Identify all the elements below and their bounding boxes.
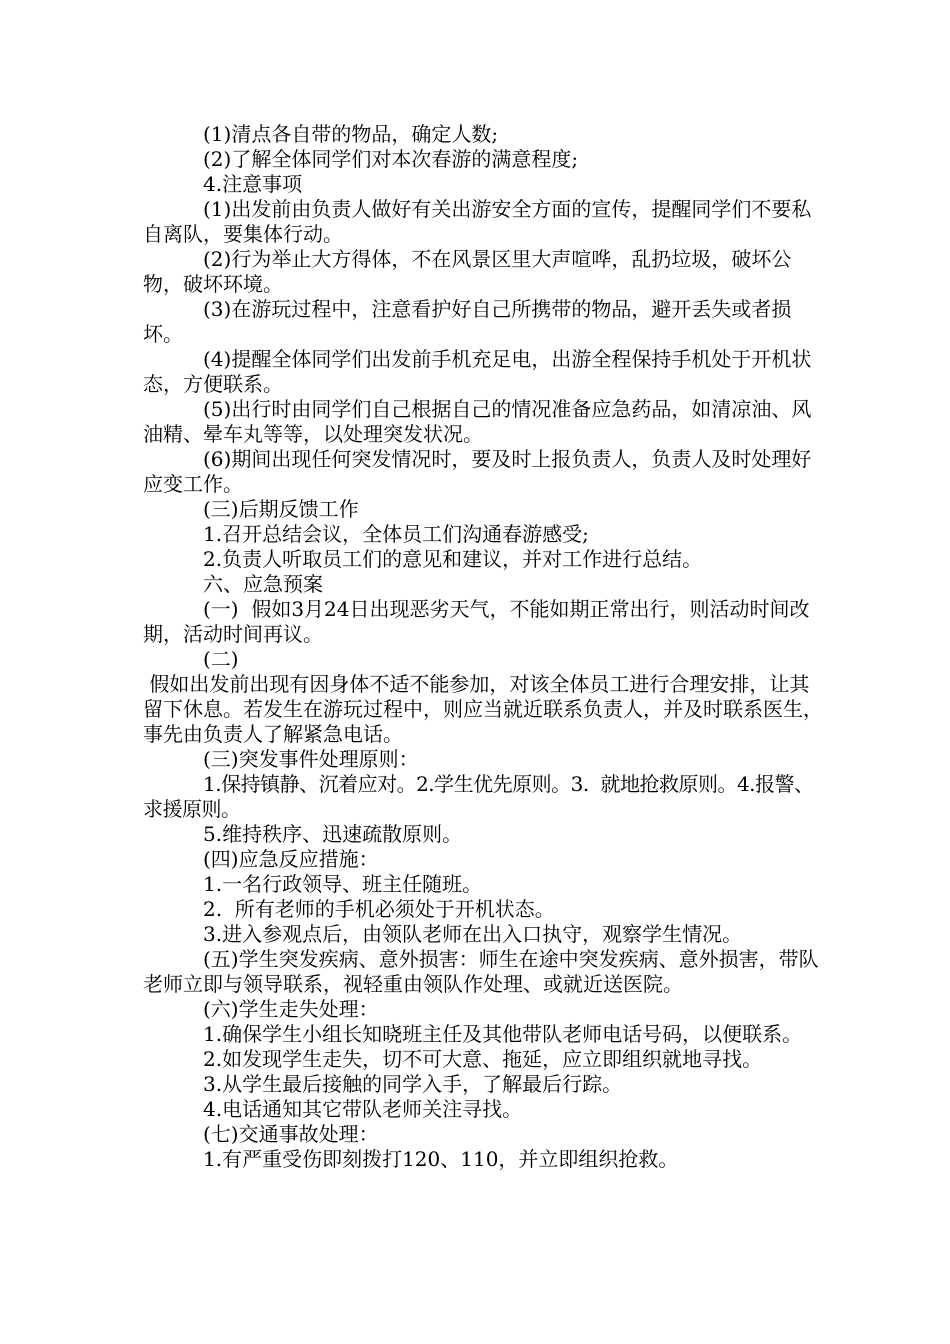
paragraph: (3)在游玩过程中，注意看护好自己所携带的物品，避开丢失或者损坏。 — [143, 297, 792, 346]
document-body — [143, 122, 823, 1172]
paragraph: 4.注意事项 — [203, 172, 303, 196]
paragraph: (三)突发事件处理原则： — [203, 747, 419, 771]
paragraph: (1)清点各自带的物品，确定人数; — [203, 122, 499, 146]
paragraph: 5.维持秩序、迅速疏散原则。 — [203, 822, 463, 846]
paragraph: (1)出发前由负责人做好有关出游安全方面的宣传，提醒同学们不要私自离队，要集体行动。 — [143, 197, 812, 246]
paragraph: 3.进入参观点后，由领队老师在出入口执守，观察学生情况。 — [203, 922, 743, 946]
paragraph: (四)应急反应措施： — [203, 847, 379, 871]
paragraph: 2.负责人听取员工们的意见和建议，并对工作进行总结。 — [203, 547, 703, 571]
paragraph: (六)学生走失处理： — [203, 997, 379, 1021]
paragraph: (2)行为举止大方得体，不在风景区里大声喧哗，乱扔垃圾，破坏公物，破坏环境。 — [143, 247, 792, 296]
paragraph: 假如出发前出现有因身体不适不能参加，对该全体员工进行合理安排，让其留下休息。若发生在游玩过程中，则应当就近联系负责人，并及时联系医生，事先由负责人了解紧急电话。 — [143, 672, 823, 746]
paragraph: (七)交通事故处理： — [203, 1122, 379, 1146]
paragraph: (三)后期反馈工作 — [203, 497, 359, 521]
paragraph: (4)提醒全体同学们出发前手机充足电，出游全程保持手机处于开机状态，方便联系。 — [143, 347, 812, 396]
paragraph: 六、应急预案 — [203, 572, 323, 596]
paragraph: (5)出行时由同学们自己根据自己的情况准备应急药品，如清凉油、风油精、晕车丸等等，以处理突发状况。 — [143, 397, 812, 446]
paragraph: 3.从学生最后接触的同学入手，了解最后行踪。 — [203, 1072, 623, 1096]
paragraph: (一) 假如3月24日出现恶劣天气，不能如期正常出行，则活动时间改期，活动时间再议。 — [143, 597, 810, 646]
paragraph: 1.保持镇静、沉着应对。2.学生优先原则。3. 就地抢救原则。4.报警、求援原则。 — [143, 772, 814, 821]
paragraph: 2.如发现学生走失，切不可大意、拖延，应立即组织就地寻找。 — [203, 1047, 763, 1071]
paragraph: (二) — [203, 647, 239, 671]
paragraph: 1.召开总结会议，全体员工们沟通春游感受; — [203, 522, 589, 546]
paragraph: 1.一名行政领导、班主任随班。 — [203, 872, 483, 896]
paragraph: 4.电话通知其它带队老师关注寻找。 — [203, 1097, 523, 1121]
paragraph: 1.确保学生小组长知晓班主任及其他带队老师电话号码，以便联系。 — [203, 1022, 803, 1046]
paragraph: 1.有严重受伤即刻拨打120、110，并立即组织抢救。 — [203, 1147, 679, 1171]
paragraph: 2. 所有老师的手机必须处于开机状态。 — [203, 897, 555, 921]
paragraph: (6)期间出现任何突发情况时，要及时上报负责人，负责人及时处理好应变工作。 — [143, 447, 812, 496]
paragraph: (2)了解全体同学们对本次春游的满意程度; — [203, 147, 579, 171]
paragraph: (五)学生突发疾病、意外损害：师生在途中突发疾病、意外损害，带队老师立即与领导联系，视轻重由领队作处理、或就近送医院。 — [143, 947, 819, 996]
